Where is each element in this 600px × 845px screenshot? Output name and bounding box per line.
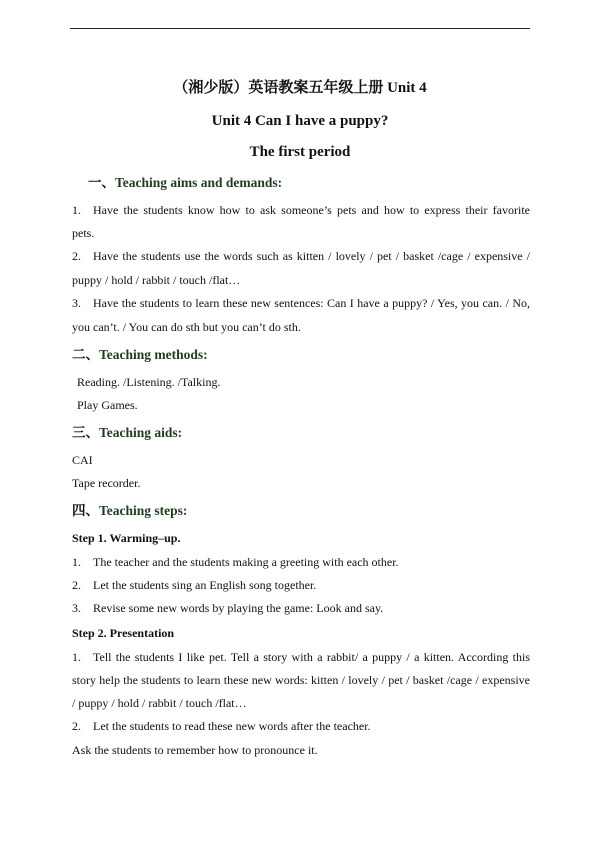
section-number: 四、	[72, 503, 99, 518]
section-title: Teaching steps:	[99, 503, 188, 518]
document-title-cn: （湘少版）英语教案五年级上册 Unit 4	[173, 80, 427, 96]
step-1-item-2	[72, 578, 316, 592]
list-number: 1.	[72, 555, 81, 569]
section-heading-aims	[88, 175, 282, 191]
unit-title: Unit 4 Can I have a puppy?	[211, 113, 389, 129]
list-text: Have the students to learn these new sentences: Can I have a puppy? / Yes, you can. / No,	[93, 296, 530, 310]
list-number: 1.	[72, 650, 81, 664]
list-text: Have the students know how to ask someone’s pets and how to express their favorite	[93, 203, 530, 217]
period-title	[0, 143, 600, 161]
list-number: 3.	[72, 601, 81, 615]
period-title-text: The first period	[249, 144, 351, 160]
section-heading-methods	[72, 347, 208, 363]
list-number: 1.	[72, 203, 81, 217]
step-1-item-1	[72, 555, 399, 569]
step-2-note: Ask the students to remember how to pronounce it.	[72, 743, 318, 757]
aim-item-1	[72, 203, 530, 217]
section-title: Teaching methods:	[99, 347, 208, 362]
section-number: 三、	[72, 425, 99, 440]
aim-item-2	[72, 249, 530, 263]
list-text: Revise some new words by playing the game: Look and say.	[93, 601, 384, 615]
aid-line-2: Tape recorder.	[72, 476, 141, 490]
aim-item-3-cont: you can’t. / You can do sth but you can’t do sth.	[72, 320, 301, 334]
step-2-item-1-cont-2: / puppy / hold / rabbit / touch /flat…	[72, 696, 247, 710]
section-number: 一、	[88, 175, 115, 190]
section-title: Teaching aids:	[99, 425, 183, 440]
list-number: 3.	[72, 296, 81, 310]
aim-item-2-cont: puppy / hold / rabbit / touch /flat…	[72, 273, 241, 287]
list-text: Have the students use the words such as kitten / lovely / pet / basket /cage / expensive /	[93, 249, 530, 263]
step-2-item-1	[72, 650, 530, 664]
list-text: Tell the students I like pet. Tell a story with a rabbit/ a puppy / a kitten. According this	[93, 650, 530, 664]
list-number: 2.	[72, 249, 81, 263]
section-number: 二、	[72, 347, 99, 362]
step-2-item-2	[72, 719, 371, 733]
section-heading-steps	[72, 503, 187, 519]
section-title: Teaching aims and demands:	[115, 175, 283, 190]
step-2-title: Step 2. Presentation	[72, 626, 175, 640]
aim-item-3	[72, 296, 530, 310]
method-line-2: Play Games.	[77, 398, 138, 412]
list-text: Let the students sing an English song together.	[93, 578, 317, 592]
step-2-item-1-cont: story help the students to learn these new words: kitten / lovely / pet / basket /cage / expensive	[72, 673, 530, 687]
header-rule	[70, 28, 530, 29]
aid-line-1: CAI	[72, 453, 93, 467]
method-line-1: Reading. /Listening. /Talking.	[77, 375, 221, 389]
aim-item-1-cont: pets.	[72, 226, 95, 240]
step-1-item-3	[72, 601, 383, 615]
section-heading-aids	[72, 425, 182, 441]
list-number: 2.	[72, 578, 81, 592]
step-1-title: Step 1. Warming–up.	[72, 531, 181, 545]
list-number: 2.	[72, 719, 81, 733]
list-text: The teacher and the students making a greeting with each other.	[93, 555, 399, 569]
list-text: Let the students to read these new words after the teacher.	[93, 719, 371, 733]
